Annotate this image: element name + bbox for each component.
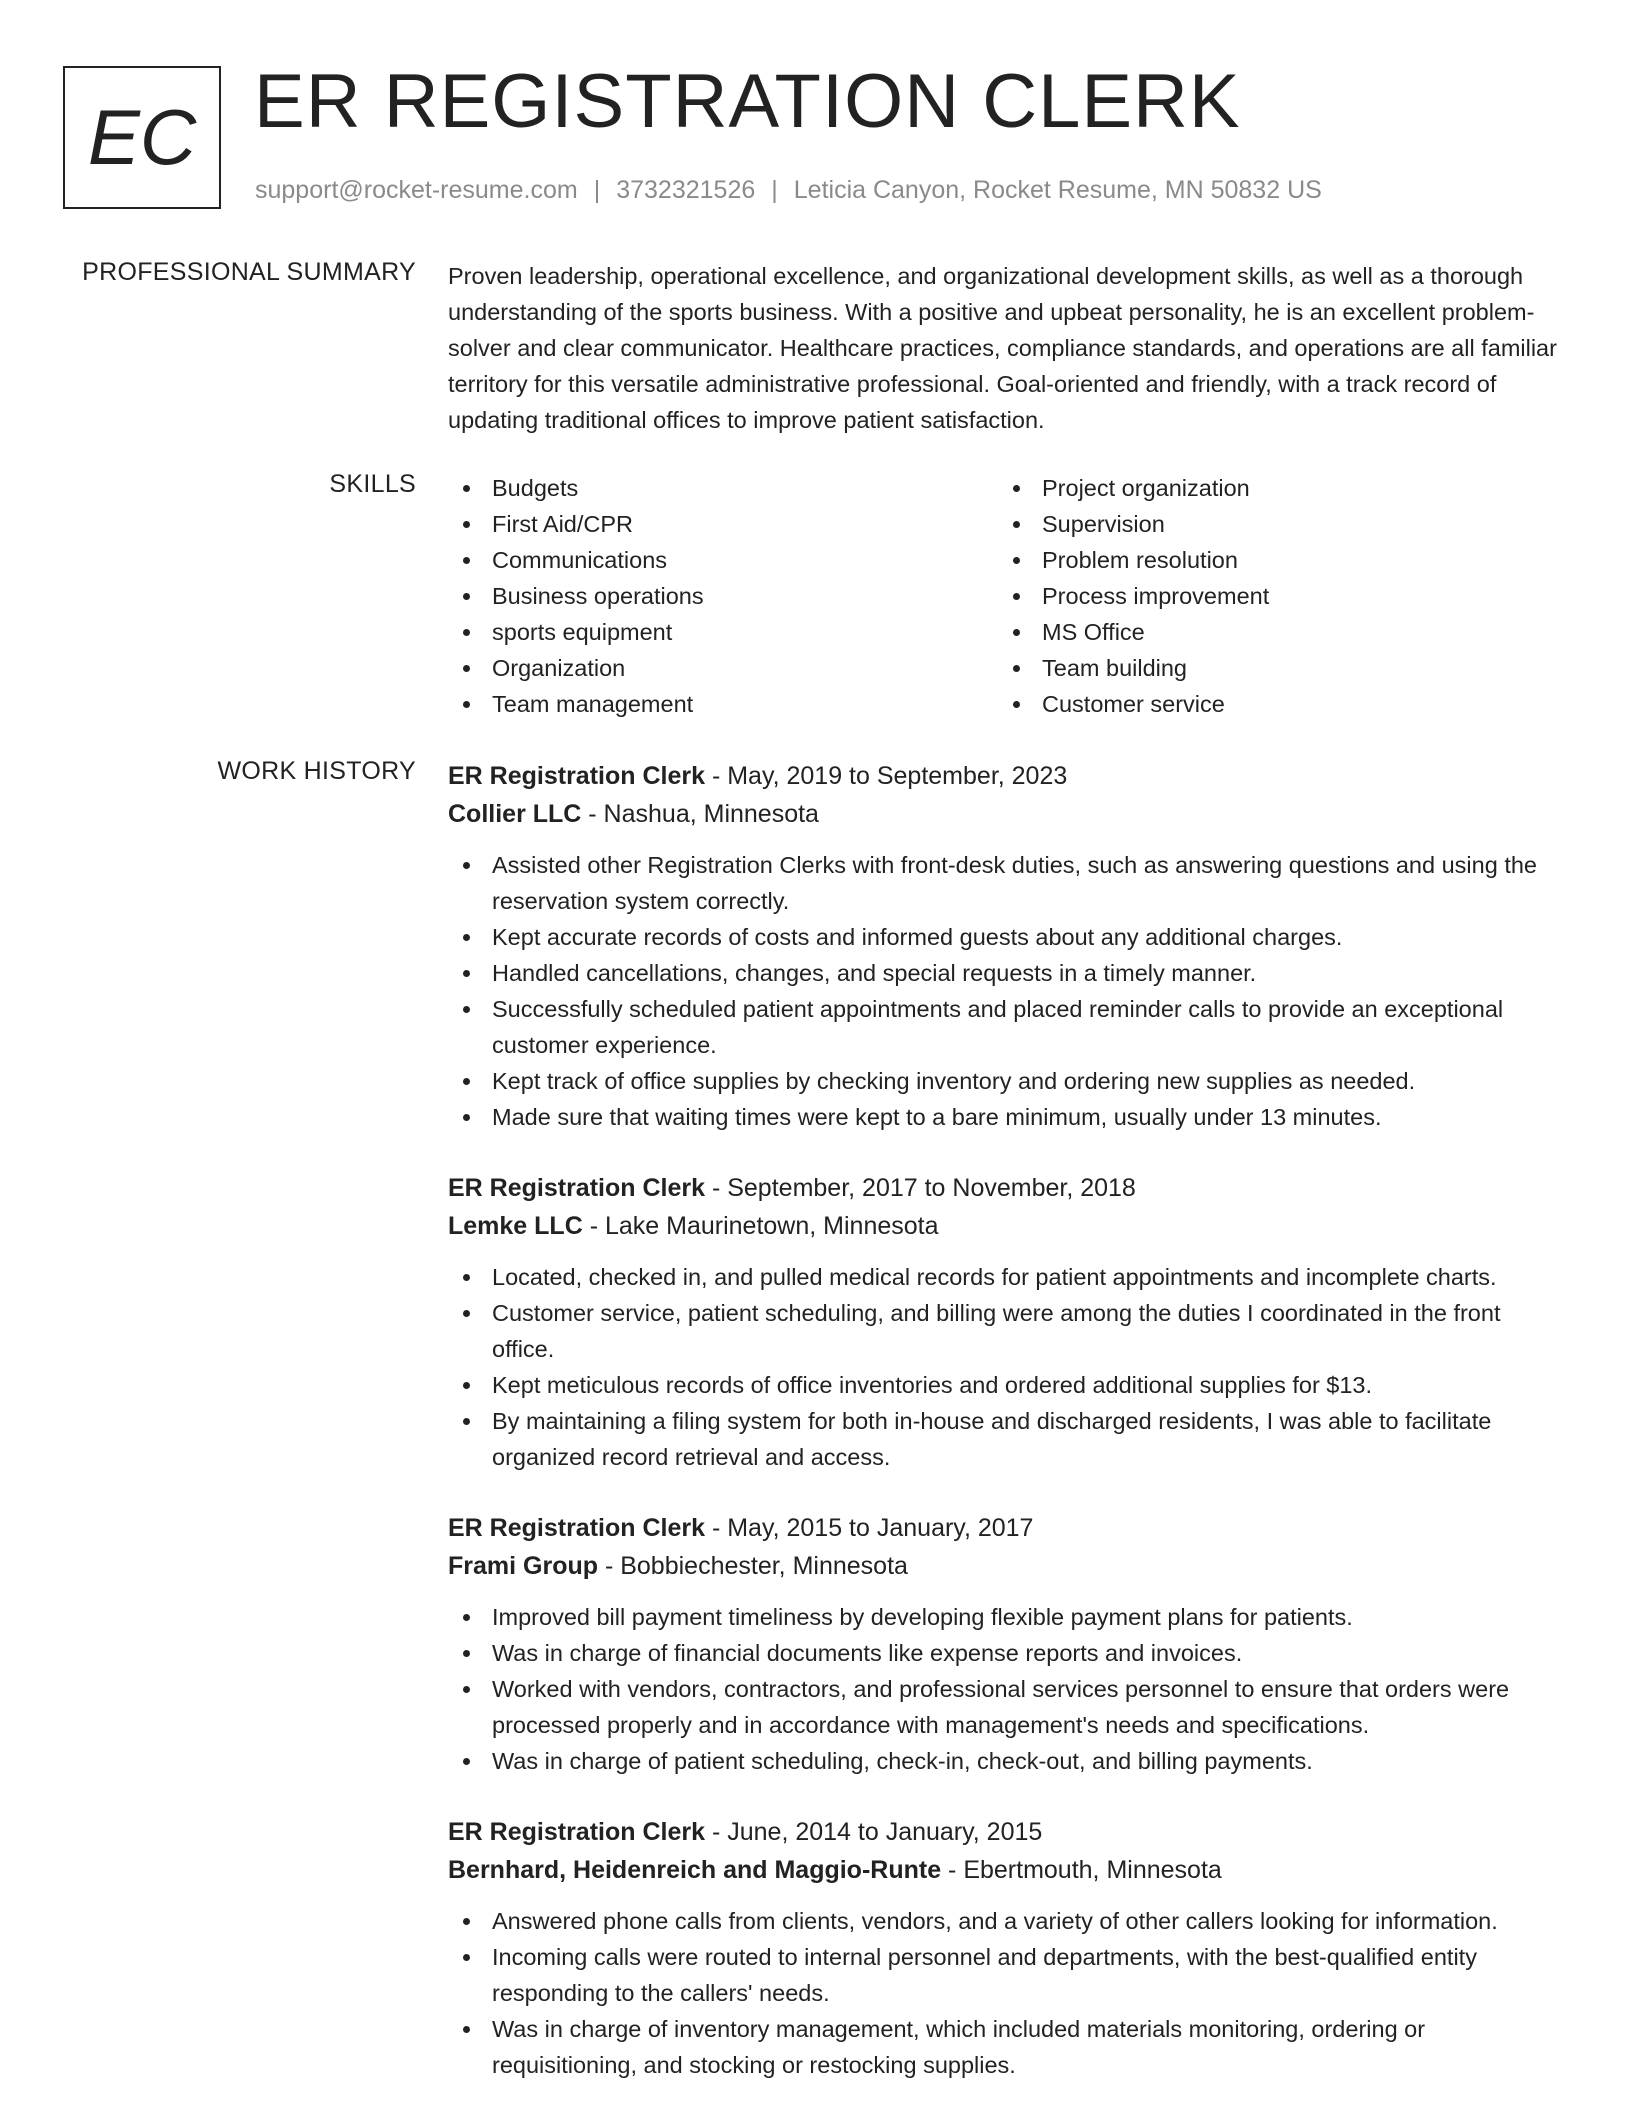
summary-text: Proven leadership, operational excellence, and organizational development skills, as well as a thorough understanding of the sports business. With a positive and upbeat personality, he is an excellent problem-solver and clear communicator. Healthcare practices, compliance standards, and operations are all familiar territory for this versatile administrative professional. Goal-oriented and friendly, with a track record of updating traditional offices to improve patient satisfaction. xyxy=(448,263,1557,433)
skill-item: Team management xyxy=(448,686,998,722)
skill-item: sports equipment xyxy=(448,614,998,650)
job-location: - Bobbiechester, Minnesota xyxy=(598,1552,908,1580)
job-bullet: Handled cancellations, changes, and special requests in a timely manner. xyxy=(448,955,1568,991)
skill-item: Problem resolution xyxy=(998,542,1548,578)
job-dates: - June, 2014 to January, 2015 xyxy=(705,1818,1043,1846)
work-history-title: WORK HISTORY xyxy=(217,757,416,785)
skill-item: Supervision xyxy=(998,506,1548,542)
skill-item: Organization xyxy=(448,650,998,686)
job-bullets xyxy=(448,1903,1568,2083)
skill-item: Business operations xyxy=(448,578,998,614)
resume-name: ER REGISTRATION CLERK xyxy=(254,59,1241,144)
job-title: ER Registration Clerk xyxy=(448,1514,706,1542)
job-bullet: Incoming calls were routed to internal personnel and departments, with the best-qualified entity responding to the callers' needs. xyxy=(448,1939,1568,2011)
skill-item: Communications xyxy=(448,542,998,578)
job-company: Collier LLC xyxy=(448,800,582,828)
job-header xyxy=(448,757,1568,795)
job-location: - Nashua, Minnesota xyxy=(581,800,819,828)
job-bullet: Was in charge of patient scheduling, check-in, check-out, and billing payments. xyxy=(448,1743,1568,1779)
job-bullet: Successfully scheduled patient appointments and placed reminder calls to provide an exceptional customer experience. xyxy=(448,991,1568,1063)
skills-list-right xyxy=(998,470,1548,722)
skill-item: Customer service xyxy=(998,686,1548,722)
job-bullet: Assisted other Registration Clerks with front-desk duties, such as answering questions and using the reservation system correctly. xyxy=(448,847,1568,919)
skills-title: SKILLS xyxy=(329,470,416,498)
job-bullet: Customer service, patient scheduling, and billing were among the duties I coordinated in the front office. xyxy=(448,1295,1568,1367)
job-employer xyxy=(448,795,1568,833)
contact-separator: | xyxy=(593,176,601,204)
job-title: ER Registration Clerk xyxy=(448,762,706,790)
job-bullet: Worked with vendors, contractors, and professional services personnel to ensure that orders were processed properly and in accordance with management's needs and specifications. xyxy=(448,1671,1568,1743)
job-location: - Lake Maurinetown, Minnesota xyxy=(582,1212,939,1240)
job-bullet: Answered phone calls from clients, vendors, and a variety of other callers looking for information. xyxy=(448,1903,1568,1939)
monogram-text: EC xyxy=(87,93,197,181)
monogram-logo xyxy=(63,66,221,209)
job-bullet: Kept accurate records of costs and informed guests about any additional charges. xyxy=(448,919,1568,955)
contact-phone: 3732321526 xyxy=(616,176,756,204)
job-bullet: Kept track of office supplies by checking inventory and ordering new supplies as needed. xyxy=(448,1063,1568,1099)
job-bullet: Was in charge of inventory management, which included materials monitoring, ordering or requisitioning, and stocking or restocking supplies. xyxy=(448,2011,1568,2083)
job-employer xyxy=(448,1207,1568,1245)
job-bullet: Made sure that waiting times were kept to a bare minimum, usually under 13 minutes. xyxy=(448,1099,1568,1135)
job-location: - Ebertmouth, Minnesota xyxy=(941,1856,1222,1884)
skills-list-left xyxy=(448,470,998,722)
job-title: ER Registration Clerk xyxy=(448,1818,706,1846)
job-bullet: Located, checked in, and pulled medical records for patient appointments and incomplete charts. xyxy=(448,1259,1568,1295)
skills-grid xyxy=(448,470,1568,722)
job-header xyxy=(448,1169,1568,1207)
job-company: Frami Group xyxy=(448,1552,599,1580)
job-header xyxy=(448,1813,1568,1851)
job-bullet: Improved bill payment timeliness by developing flexible payment plans for patients. xyxy=(448,1599,1568,1635)
contact-separator: | xyxy=(771,176,778,204)
job-bullet: By maintaining a filing system for both in-house and discharged residents, I was able to facilitate organized record retrieval and access. xyxy=(448,1403,1568,1475)
job-bullet: Kept meticulous records of office inventories and ordered additional supplies for $13. xyxy=(448,1367,1568,1403)
jobs-list xyxy=(448,757,1568,2112)
job-bullet: Was in charge of financial documents like expense reports and invoices. xyxy=(448,1635,1568,1671)
skill-item: Process improvement xyxy=(998,578,1548,614)
job-employer xyxy=(448,1547,1568,1585)
contact-address: Leticia Canyon, Rocket Resume, MN 50832 US xyxy=(793,176,1322,204)
job-entry xyxy=(448,757,1568,1135)
job-header xyxy=(448,1509,1568,1547)
job-dates: - September, 2017 to November, 2018 xyxy=(705,1174,1136,1202)
job-title: ER Registration Clerk xyxy=(448,1174,706,1202)
contact-email: support@rocket-resume.com xyxy=(255,176,578,204)
job-dates: - May, 2019 to September, 2023 xyxy=(705,762,1068,790)
job-bullets xyxy=(448,1259,1568,1475)
skill-item: MS Office xyxy=(998,614,1548,650)
skill-item: First Aid/CPR xyxy=(448,506,998,542)
skill-item: Team building xyxy=(998,650,1548,686)
job-employer xyxy=(448,1851,1568,1889)
job-entry xyxy=(448,1509,1568,1779)
summary-title: PROFESSIONAL SUMMARY xyxy=(82,258,416,286)
skill-item: Project organization xyxy=(998,470,1548,506)
job-company: Lemke LLC xyxy=(448,1212,583,1240)
skill-item: Budgets xyxy=(448,470,998,506)
job-entry xyxy=(448,1169,1568,1475)
job-bullets xyxy=(448,847,1568,1135)
job-entry xyxy=(448,1813,1568,2083)
job-dates: - May, 2015 to January, 2017 xyxy=(705,1514,1034,1542)
contact-line xyxy=(255,176,1322,205)
job-company: Bernhard, Heidenreich and Maggio-Runte xyxy=(448,1856,942,1884)
job-bullets xyxy=(448,1599,1568,1779)
